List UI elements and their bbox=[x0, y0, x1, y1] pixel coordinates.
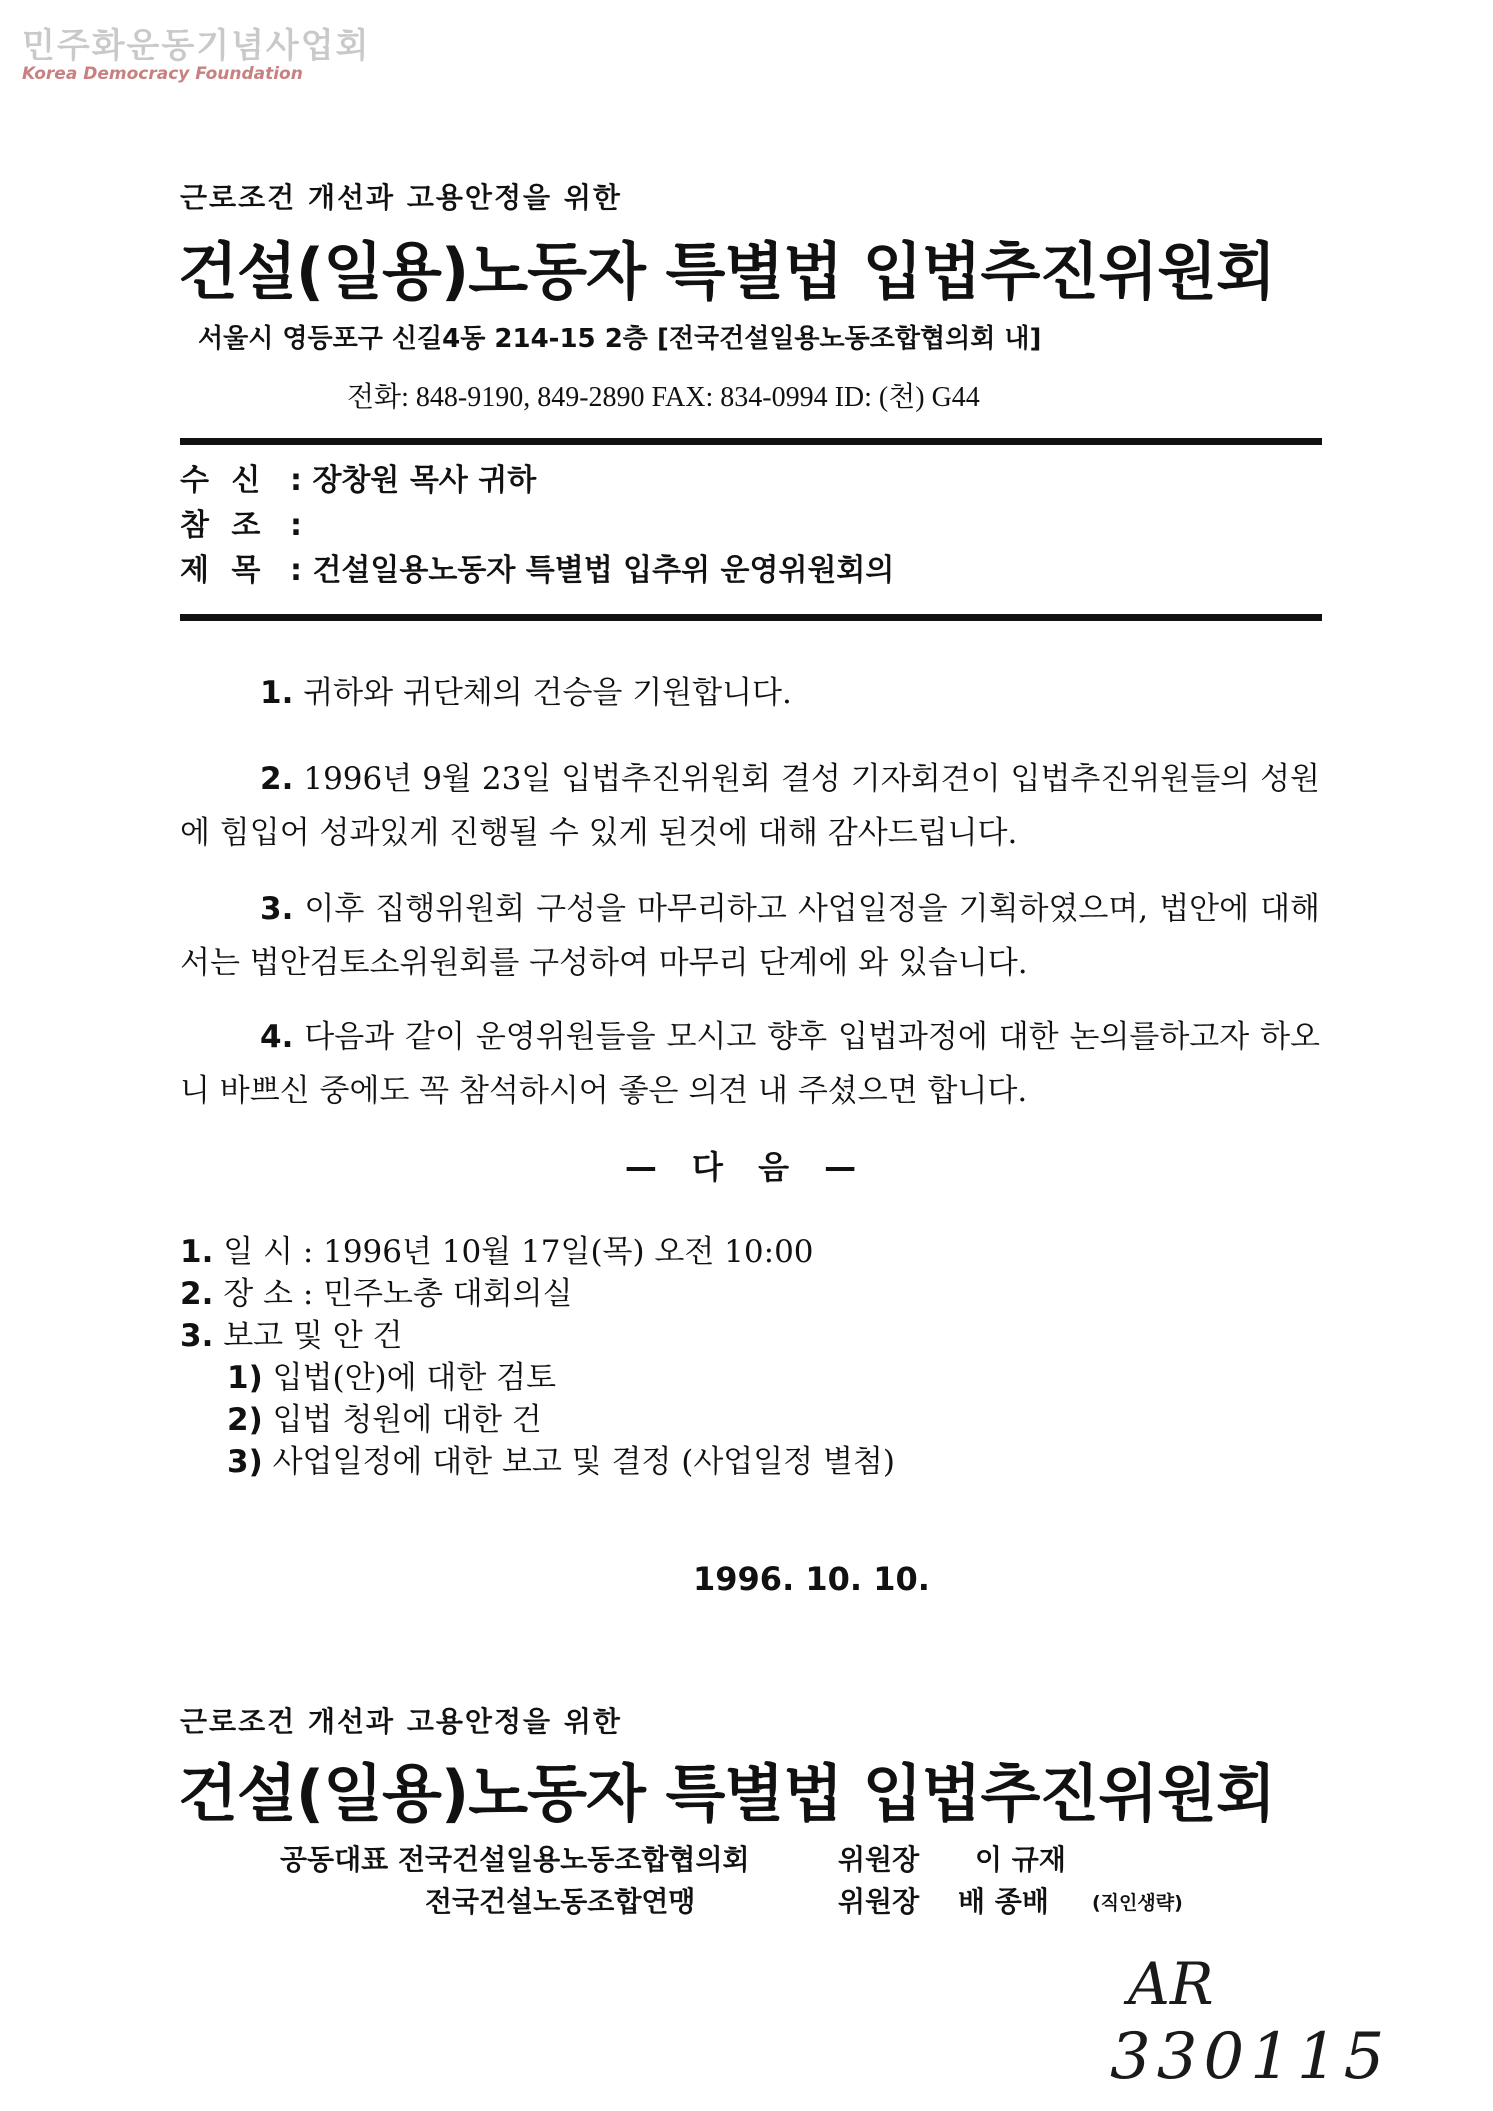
reference-row bbox=[180, 500, 302, 544]
paragraph-3-text: 이후 집행위원회 구성을 마무리하고 사업일정을 기획하였으며, 법안에 대해서는 법안검토소위원회를 구성하여 마무리 단계에 와 있습니다. bbox=[180, 891, 1320, 981]
detail-item-2-number: 2. bbox=[180, 1276, 214, 1312]
detail-item-1 bbox=[180, 1226, 814, 1271]
recipient-row bbox=[180, 455, 536, 499]
detail-item-3-number: 3. bbox=[180, 1318, 214, 1354]
footer-subtitle: 근로조건 개선과 고용안정을 위한 bbox=[180, 1705, 622, 1738]
representative-2-name: 배 종배 bbox=[958, 1885, 1049, 1918]
handwritten-code: AR bbox=[1128, 1950, 1214, 2018]
watermark-english: Korea Democracy Foundation bbox=[22, 64, 303, 84]
representative-2-org: 전국건설노동조합연맹 bbox=[425, 1885, 696, 1918]
paragraph-1-text: 귀하와 귀단체의 건승을 기원합니다. bbox=[293, 675, 792, 711]
agenda-item-2 bbox=[227, 1394, 542, 1439]
watermark-korean: 민주화운동기념사업회 bbox=[22, 26, 371, 66]
representative-1-name: 이 규재 bbox=[975, 1843, 1066, 1876]
agenda-item-2-text: 입법 청원에 대한 건 bbox=[262, 1402, 542, 1438]
paragraph-2 bbox=[180, 752, 1320, 860]
detail-item-2 bbox=[180, 1268, 573, 1313]
reference-value: : bbox=[290, 508, 302, 543]
handwritten-number: 330115 bbox=[1110, 2020, 1391, 2094]
paragraph-3 bbox=[180, 882, 1320, 990]
notice-heading: — 다 음 — bbox=[624, 1148, 869, 1186]
representative-2-title: 위원장 bbox=[838, 1885, 920, 1918]
paragraph-2-number: 2. bbox=[260, 761, 294, 797]
recipient-label: 수 신 bbox=[180, 463, 267, 498]
detail-item-3-text: 보고 및 안 건 bbox=[213, 1318, 403, 1354]
detail-item-3 bbox=[180, 1310, 403, 1355]
divider-top bbox=[180, 438, 1322, 445]
agenda-item-1 bbox=[227, 1352, 556, 1397]
agenda-item-1-number: 1) bbox=[227, 1360, 263, 1396]
paragraph-1-number: 1. bbox=[260, 675, 294, 711]
subject-row bbox=[180, 545, 894, 589]
reference-label: 참 조 bbox=[180, 508, 267, 543]
subject-label: 제 목 bbox=[180, 553, 267, 588]
header-address: 서울시 영등포구 신길4동 214-15 2층 [전국건설일용노동조합협의회 내] bbox=[198, 324, 1042, 354]
divider-bottom bbox=[180, 614, 1322, 621]
agenda-item-3-number: 3) bbox=[227, 1444, 263, 1480]
detail-item-2-text: 장 소 : 민주노총 대회의실 bbox=[213, 1276, 573, 1312]
representative-1-title: 위원장 bbox=[838, 1843, 920, 1876]
agenda-item-2-number: 2) bbox=[227, 1402, 263, 1438]
agenda-item-1-text: 입법(안)에 대한 검토 bbox=[262, 1360, 557, 1396]
detail-item-1-number: 1. bbox=[180, 1234, 214, 1270]
header-subtitle: 근로조건 개선과 고용안정을 위한 bbox=[180, 181, 622, 214]
header-title: 건설(일용)노동자 특별법 입법추진위원회 bbox=[178, 235, 1276, 308]
detail-item-1-text: 일 시 : 1996년 10월 17일(목) 오전 10:00 bbox=[213, 1234, 814, 1270]
footer-title: 건설(일용)노동자 특별법 입법추진위원회 bbox=[178, 1757, 1276, 1830]
seal-omitted-note: (직인생략) bbox=[1092, 1892, 1183, 1914]
paragraph-3-number: 3. bbox=[260, 891, 294, 927]
paragraph-1 bbox=[180, 666, 1320, 720]
paragraph-2-text: 1996년 9월 23일 입법추진위원회 결성 기자회견이 입법추진위원들의 성원에 힘입어 성과있게 진행될 수 있게 된것에 대해 감사드립니다. bbox=[180, 761, 1320, 851]
representative-1-org: 공동대표 전국건설일용노동조합협의회 bbox=[280, 1843, 750, 1876]
paragraph-4-number: 4. bbox=[260, 1019, 294, 1055]
paragraph-4 bbox=[180, 1010, 1320, 1118]
header-contact: 전화: 848-9190, 849-2890 FAX: 834-0994 ID: (천) G44 bbox=[347, 382, 980, 413]
paragraph-4-text: 다음과 같이 운영위원들을 모시고 향후 입법과정에 대한 논의를하고자 하오니 바쁘신 중에도 꼭 참석하시어 좋은 의견 내 주셨으면 합니다. bbox=[180, 1019, 1320, 1109]
agenda-item-3 bbox=[227, 1436, 895, 1481]
subject-value: : 건설일용노동자 특별법 입추위 운영위원회의 bbox=[290, 553, 895, 588]
document-date: 1996. 10. 10. bbox=[693, 1560, 930, 1598]
agenda-item-3-text: 사업일정에 대한 보고 및 결정 (사업일정 별첨) bbox=[262, 1444, 895, 1480]
recipient-value: : 장창원 목사 귀하 bbox=[290, 463, 537, 498]
